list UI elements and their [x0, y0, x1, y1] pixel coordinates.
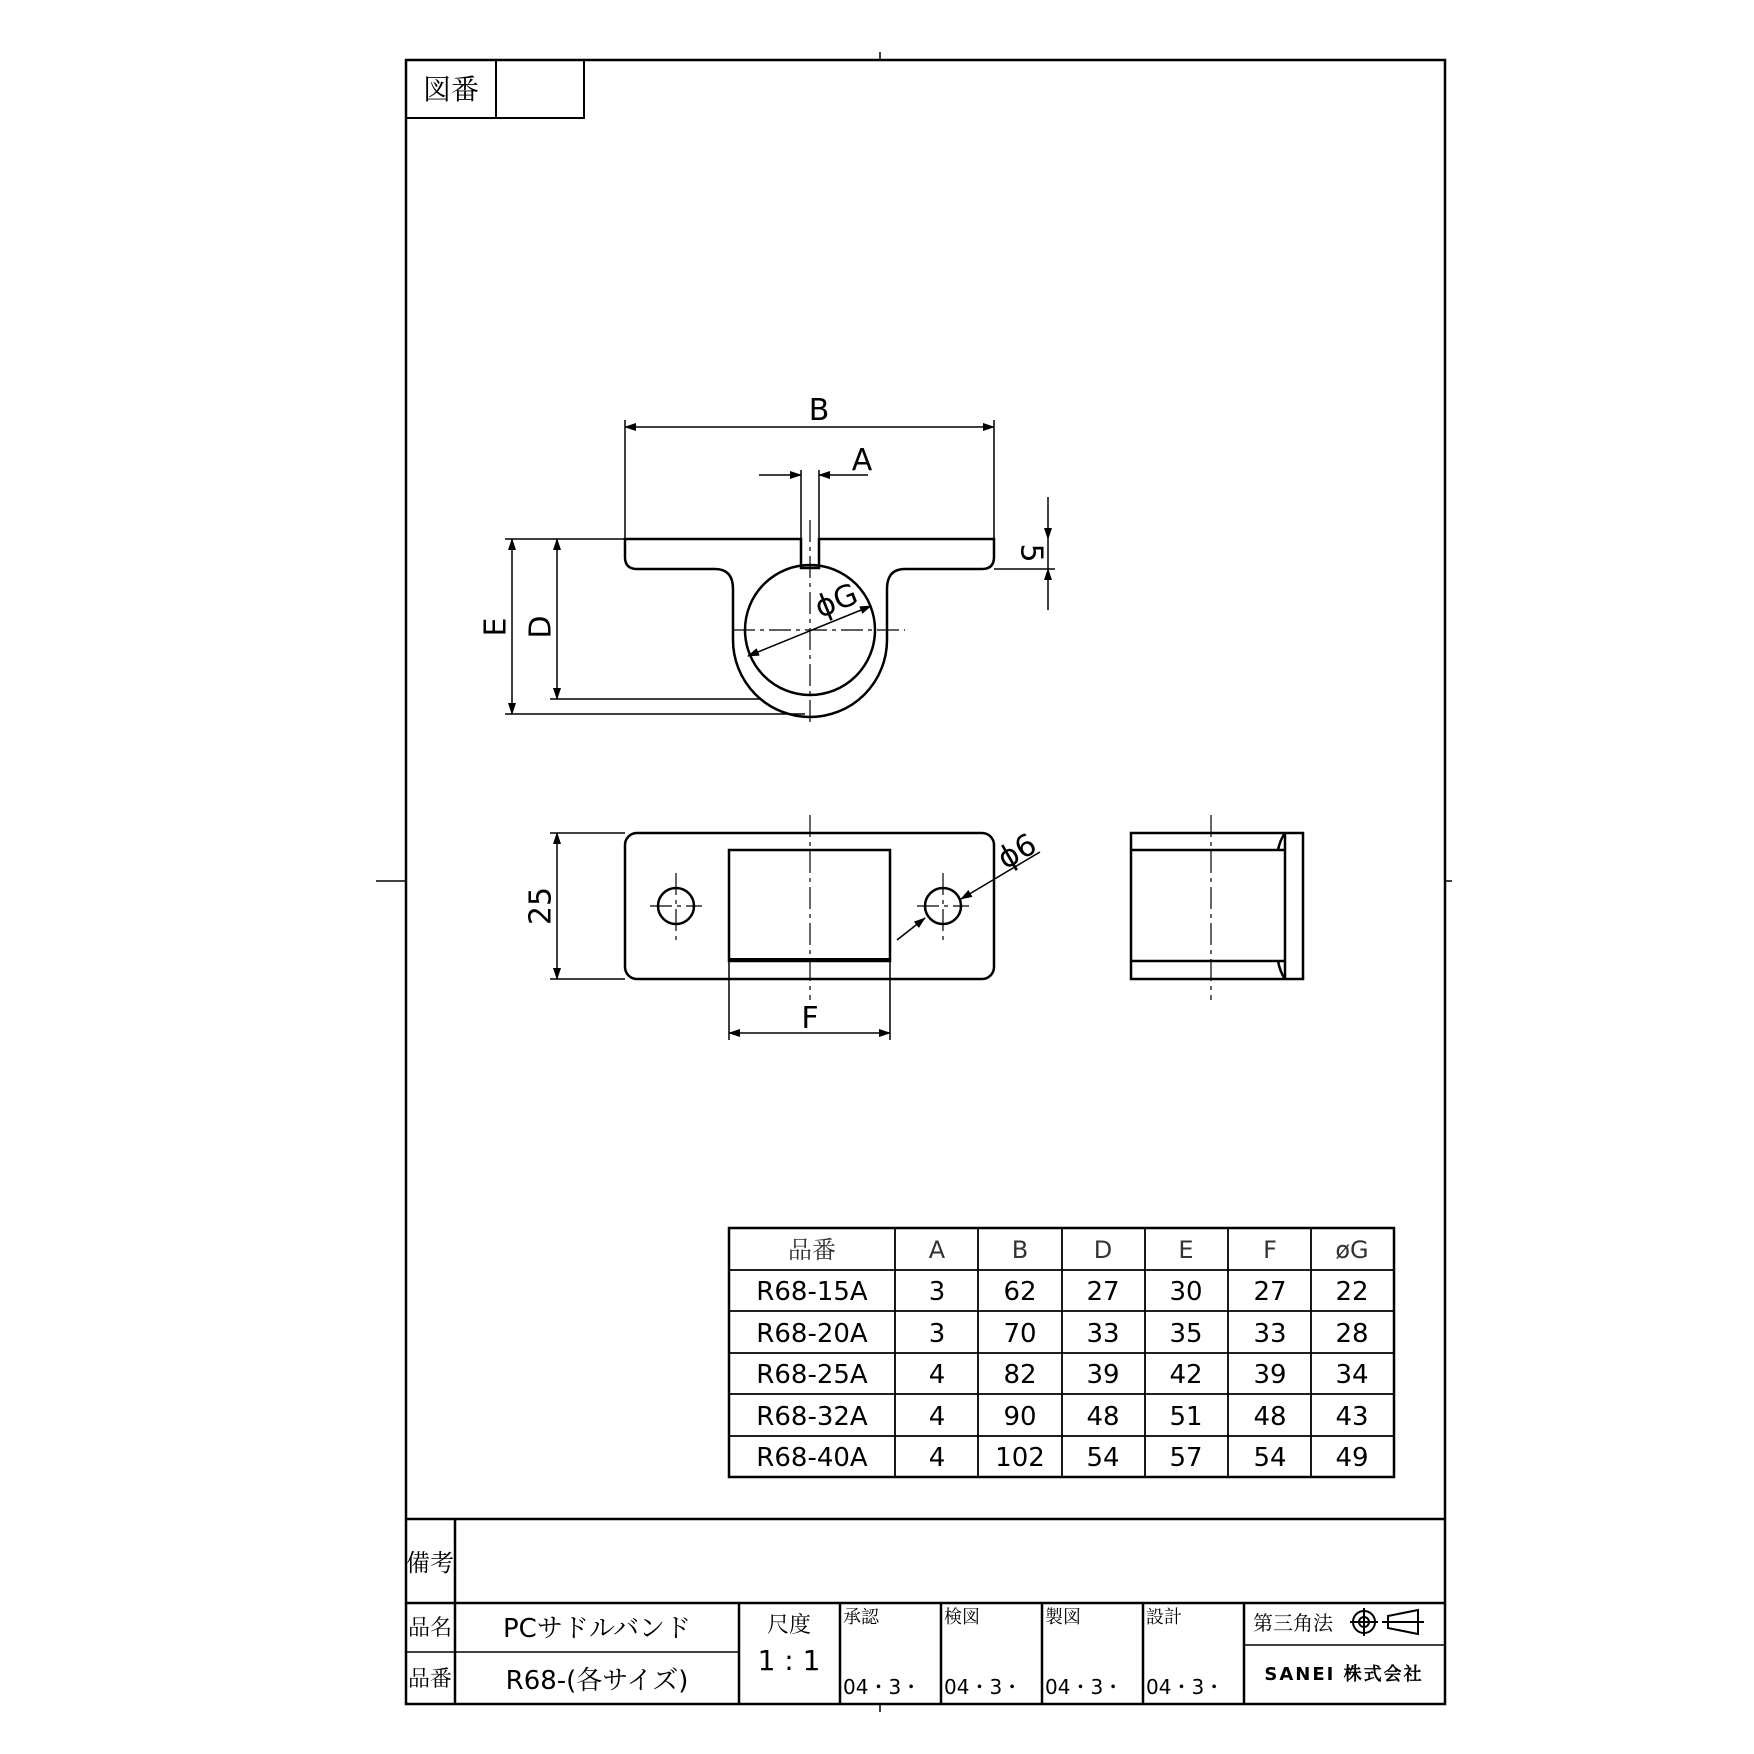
- dimension-a: [759, 470, 868, 539]
- table-cell: 70: [1003, 1319, 1037, 1349]
- drawing-number-label: 図番: [422, 73, 480, 106]
- third-angle-projection-icon: [1350, 1608, 1424, 1636]
- design-label: 設計: [1146, 1607, 1182, 1628]
- table-header-cell: A: [928, 1236, 946, 1264]
- table-cell: 3: [928, 1319, 946, 1349]
- table-cell: 57: [1169, 1443, 1203, 1473]
- table-cell: R68-15A: [756, 1277, 868, 1307]
- table-cell: R68-20A: [756, 1319, 868, 1349]
- table-cell: 4: [928, 1360, 946, 1390]
- table-cell: 102: [995, 1443, 1045, 1473]
- table-cell: 22: [1335, 1277, 1369, 1307]
- table-cell: 34: [1335, 1360, 1369, 1390]
- dimension-a-label: A: [851, 443, 873, 478]
- table-cell: 43: [1335, 1402, 1369, 1432]
- table-cell: 4: [928, 1443, 946, 1473]
- approval-label: 承認: [843, 1607, 879, 1628]
- dimension-table: [729, 1228, 1394, 1477]
- table-cell: 27: [1086, 1277, 1120, 1307]
- dimension-d-label: D: [523, 615, 559, 639]
- part-number-label: 品番: [407, 1667, 453, 1692]
- design-date: 04・3・: [1146, 1675, 1225, 1699]
- table-cell: 27: [1253, 1277, 1287, 1307]
- part-number-value: R68-(各サイズ): [505, 1666, 689, 1696]
- product-name-value: PCサドルバンド: [502, 1614, 692, 1644]
- scale-label: 尺度: [766, 1613, 812, 1638]
- title-block-thin-lines: [406, 1645, 1445, 1652]
- table-cell: 90: [1003, 1402, 1037, 1432]
- dimension-width-label: 25: [523, 886, 559, 926]
- table-cell: 62: [1003, 1277, 1037, 1307]
- table-cell: 35: [1169, 1319, 1203, 1349]
- dimension-hole-label: ϕ6: [991, 826, 1043, 877]
- scale-value: 1 : 1: [757, 1644, 821, 1677]
- sheet-frame: [406, 60, 1445, 1704]
- company-name: SANEI 株式会社: [1264, 1664, 1424, 1685]
- draft-date: 04・3・: [1045, 1675, 1124, 1699]
- dimension-e-label: E: [478, 617, 514, 637]
- product-name-label: 品名: [407, 1616, 453, 1641]
- table-cell: 51: [1169, 1402, 1203, 1432]
- table-header-cell: øG: [1335, 1236, 1369, 1264]
- table-cell: 39: [1086, 1360, 1120, 1390]
- drawing-number-box: [406, 60, 584, 118]
- table-header-cell: E: [1178, 1236, 1194, 1264]
- table-cell: 4: [928, 1402, 946, 1432]
- table-cell: 48: [1086, 1402, 1120, 1432]
- side-view: [1131, 833, 1303, 979]
- table-cell: 82: [1003, 1360, 1037, 1390]
- remarks-label: 備考: [406, 1549, 454, 1577]
- table-cell: 54: [1253, 1443, 1287, 1473]
- table-cell: 39: [1253, 1360, 1287, 1390]
- dimension-width: [550, 833, 625, 979]
- dimension-f-label: F: [801, 1001, 819, 1036]
- table-cell: 33: [1086, 1319, 1120, 1349]
- dimension-slot-label: 5: [1013, 543, 1049, 563]
- table-cell: R68-25A: [756, 1360, 868, 1390]
- approval-date: 04・3・: [843, 1675, 922, 1699]
- check-label: 検図: [944, 1607, 980, 1628]
- table-cell: 3: [928, 1277, 946, 1307]
- draft-label: 製図: [1045, 1607, 1081, 1628]
- table-cell: 28: [1335, 1319, 1369, 1349]
- table-header-cell: D: [1093, 1236, 1113, 1264]
- table-header-cell: B: [1011, 1236, 1029, 1264]
- table-cell: R68-40A: [756, 1443, 868, 1473]
- table-header-row: [788, 1236, 1369, 1264]
- dimension-b-label: B: [808, 393, 830, 428]
- table-header-cell: 品番: [788, 1236, 836, 1264]
- check-date: 04・3・: [944, 1675, 1023, 1699]
- table-cell: 54: [1086, 1443, 1120, 1473]
- table-cell: 30: [1169, 1277, 1203, 1307]
- center-marks: [376, 52, 1452, 1712]
- table-cell: 33: [1253, 1319, 1287, 1349]
- table-cell: 49: [1335, 1443, 1369, 1473]
- table-cell: 48: [1253, 1402, 1287, 1432]
- dimension-g-label: ϕG: [809, 576, 863, 626]
- table-header-cell: F: [1263, 1236, 1277, 1264]
- top-view-centerlines: [650, 815, 969, 1000]
- table-cell: 42: [1169, 1360, 1203, 1390]
- projection-label: 第三角法: [1253, 1611, 1333, 1635]
- table-cell: R68-32A: [756, 1402, 868, 1432]
